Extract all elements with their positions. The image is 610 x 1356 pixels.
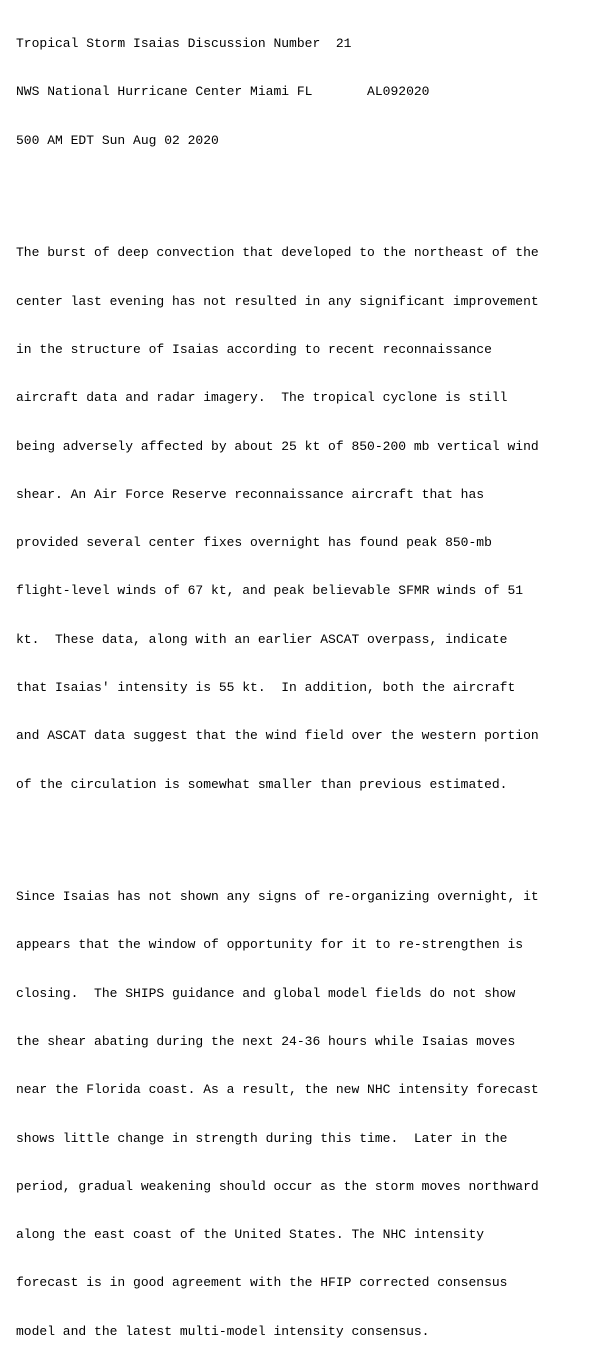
paragraph2-line: near the Florida coast. As a result, the new NHC intensity forecast [16,1082,539,1098]
paragraph2-line: forecast is in good agreement with the HFIP corrected consensus [16,1275,508,1291]
issuing-office: NWS National Hurricane Center Miami FL AL092020 [16,84,430,100]
paragraph1-line: being adversely affected by about 25 kt of 850-200 mb vertical wind [16,438,539,454]
paragraph2-line: along the east coast of the United States. The NHC intensity [16,1227,485,1243]
paragraph1-line: kt. These data, along with an earlier ASCAT overpass, indicate [16,631,508,647]
paragraph1-line: that Isaias' intensity is 55 kt. In addition, both the aircraft [16,679,516,695]
paragraph2-line: shows little change in strength during this time. Later in the [16,1130,508,1146]
blank-line [16,825,539,841]
paragraph2-line: appears that the window of opportunity for it to re-strengthen is [16,937,524,953]
paragraph1-line: center last evening has not resulted in any significant improvement [16,293,539,309]
paragraph2-line: closing. The SHIPS guidance and global model fields do not show [16,985,516,1001]
paragraph2-line: period, gradual weakening should occur as the storm moves northward [16,1178,539,1194]
issue-time: 500 AM EDT Sun Aug 02 2020 [16,132,219,148]
paragraph2-line: Since Isaias has not shown any signs of re-organizing overnight, it [16,889,539,905]
paragraph2-line: the shear abating during the next 24-36 hours while Isaias moves [16,1034,516,1049]
paragraph1-line: shear. An Air Force Reserve reconnaissance aircraft that has [16,486,485,502]
paragraph2-line: model and the latest multi-model intensity consensus. [16,1323,430,1339]
product-title: Tropical Storm Isaias Discussion Number 21 [16,36,352,52]
paragraph1-line: in the structure of Isaias according to recent reconnaissance [16,341,492,357]
paragraph1-line: provided several center fixes overnight has found peak 850-mb [16,535,492,551]
paragraph1-line: The burst of deep convection that developed to the northeast of the [16,245,539,261]
blank-line [16,181,539,197]
paragraph1-line: flight-level winds of 67 kt, and peak believable SFMR winds of 51 [16,583,524,599]
paragraph1-line: aircraft data and radar imagery. The tropical cyclone is still [16,390,508,406]
discussion-document [16,4,539,1356]
paragraph1-line: of the circulation is somewhat smaller than previous estimated. [16,776,508,792]
paragraph1-line: and ASCAT data suggest that the wind field over the western portion [16,728,539,744]
